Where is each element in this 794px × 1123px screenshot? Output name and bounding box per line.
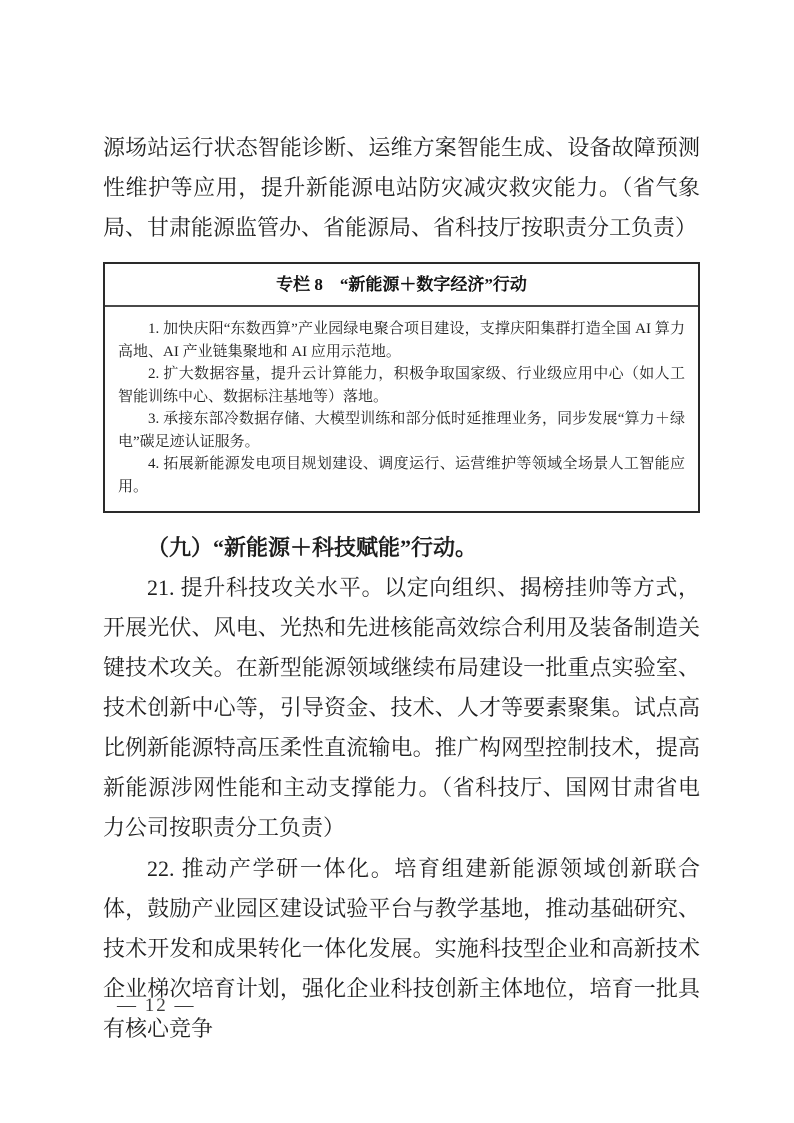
callout-box-item-4: 4. 拓展新能源发电项目规划建设、调度运行、运营维护等领域全场景人工智能应用。 [118,456,685,495]
callout-box-title: 专栏 8 “新能源＋数字经济”行动 [105,264,698,307]
document-content [103,128,700,1049]
paragraph-22: 22. 推动产学研一体化。培育组建新能源领域创新联合体，鼓励产业园区建设试验平台与教学基地，推动基础研究、技术开发和成果转化一体化发展。实施科技型企业和高新技术企业梯次培育计划，强化企业科技创新主体地位，培育一批具有核心竞争 [103,856,700,1041]
callout-box-column-8 [103,262,700,513]
page-number: — 12 — [117,995,196,1016]
callout-box-item-2: 2. 扩大数据容量，提升云计算能力，积极争取国家级、行业级应用中心（如人工智能训练中心、数据标注基地等）落地。 [118,366,685,405]
section-heading-nine: （九）“新能源＋科技赋能”行动。 [147,535,478,560]
callout-box-item-1: 1. 加快庆阳“东数西算”产业园绿电聚合项目建设，支撑庆阳集群打造全国 AI 算力高地、AI 产业链集聚地和 AI 应用示范地。 [118,321,685,360]
callout-box-item-3: 3. 承接东部冷数据存储、大模型训练和部分低时延推理业务，同步发展“算力＋绿电”碳足迹认证服务。 [118,411,685,450]
callout-box-body [105,307,698,511]
paragraph-21: 21. 提升科技攻关水平。以定向组织、揭榜挂帅等方式，开展光伏、风电、光热和先进核能高效综合利用及装备制造关键技术攻关。在新型能源领域继续布局建设一批重点实验室、技术创新中心等，引导资金、技术、人才等要素聚集。试点高比例新能源特高压柔性直流输电。推广构网型控制技术，提高新能源涉网性能和主动支撑能力。（省科技厅、国网甘肃省电力公司按职责分工负责） [103,575,700,840]
paragraph-continuation: 源场站运行状态智能诊断、运维方案智能生成、设备故障预测性维护等应用，提升新能源电站防灾减灾救灾能力。（省气象局、甘肃能源监管办、省能源局、省科技厅按职责分工负责） [103,135,700,240]
